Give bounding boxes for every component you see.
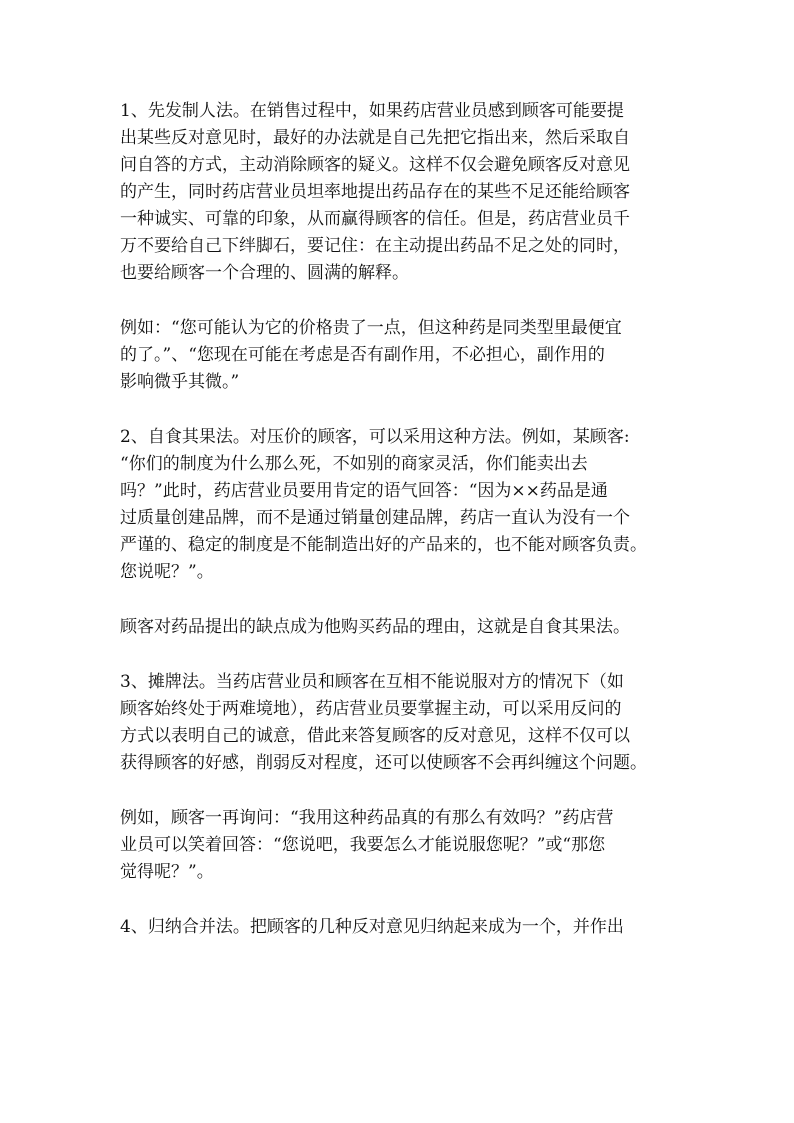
text-line: 的产生，同时药店营业员坦率地提出药品存在的某些不足还能给顾客 [120, 182, 630, 202]
text-line: 的了。”、“您现在可能在考虑是否有副作用，不必担心，副作用的 [120, 345, 605, 365]
paragraph-example-2 [120, 805, 680, 886]
text-line: 也要给顾客一个合理的、圆满的解释。 [120, 263, 409, 283]
text-line: 觉得呢？”。 [120, 862, 214, 882]
text-line: 方式以表明自己的诚意，借此来答复顾客的反对意见，这样不仅可以 [120, 726, 630, 746]
text-line: 例如：“您可能认为它的价格贵了一点，但这种药是同类型里最便宜 [120, 318, 622, 338]
text-line: 顾客始终处于两难境地），药店营业员要掌握主动，可以采用反问的 [120, 699, 622, 719]
text-line: 3、摊牌法。当药店营业员和顾客在互相不能说服对方的情况下（如 [120, 672, 624, 692]
text-line: 2、自食其果法。对压价的顾客，可以采用这种方法。例如，某顾客: [120, 427, 630, 447]
text-line: “你们的制度为什么那么死，不如别的商家灵活，你们能卖出去 [120, 454, 588, 474]
text-line: 一种诚实、可靠的印象，从而赢得顾客的信任。但是，药店营业员千 [120, 209, 630, 229]
text-line: 获得顾客的好感，削弱反对程度，还可以使顾客不会再纠缠这个问题。 [120, 753, 647, 773]
text-line: 顾客对药品提出的缺点成为他购买药品的理由，这就是自食其果法。 [120, 617, 630, 637]
text-line: 严谨的、稳定的制度是不能制造出好的产品来的，也不能对顾客负责。 [120, 535, 647, 555]
text-line: 4、归纳合并法。把顾客的几种反对意见归纳起来成为一个，并作出 [120, 917, 624, 937]
text-line: 出某些反对意见时，最好的办法就是自己先把它指出来，然后采取自 [120, 128, 630, 148]
text-line: 万不要给自己下绊脚石，要记住：在主动提出药品不足之处的同时， [120, 236, 630, 256]
paragraph-merge-method [120, 914, 680, 941]
paragraph-self-consequence-method [120, 424, 680, 586]
text-line: 例如，顾客一再询问：“我用这种药品真的有那么有效吗？”药店营 [120, 808, 614, 828]
paragraph-showdown-method [120, 669, 680, 777]
text-line: 过质量创建品牌，而不是通过销量创建品牌，药店一直认为没有一个 [120, 508, 630, 528]
paragraph-example-1 [120, 315, 680, 396]
paragraph-self-consequence-summary [120, 614, 680, 641]
text-line: 影响微乎其微。” [120, 372, 240, 392]
document-body [120, 98, 680, 969]
text-line: 问自答的方式，主动消除顾客的疑义。这样不仅会避免顾客反对意见 [120, 155, 630, 175]
text-line: 吗？”此时，药店营业员要用肯定的语气回答：“因为××药品是通 [120, 481, 608, 501]
paragraph-preemptive-method [120, 98, 680, 287]
text-line: 1、先发制人法。在销售过程中，如果药店营业员感到顾客可能要提 [120, 101, 624, 121]
text-line: 您说呢？”。 [120, 562, 214, 582]
text-line: 业员可以笑着回答：“您说吧，我要怎么才能说服您呢？”或“那您 [120, 835, 606, 855]
